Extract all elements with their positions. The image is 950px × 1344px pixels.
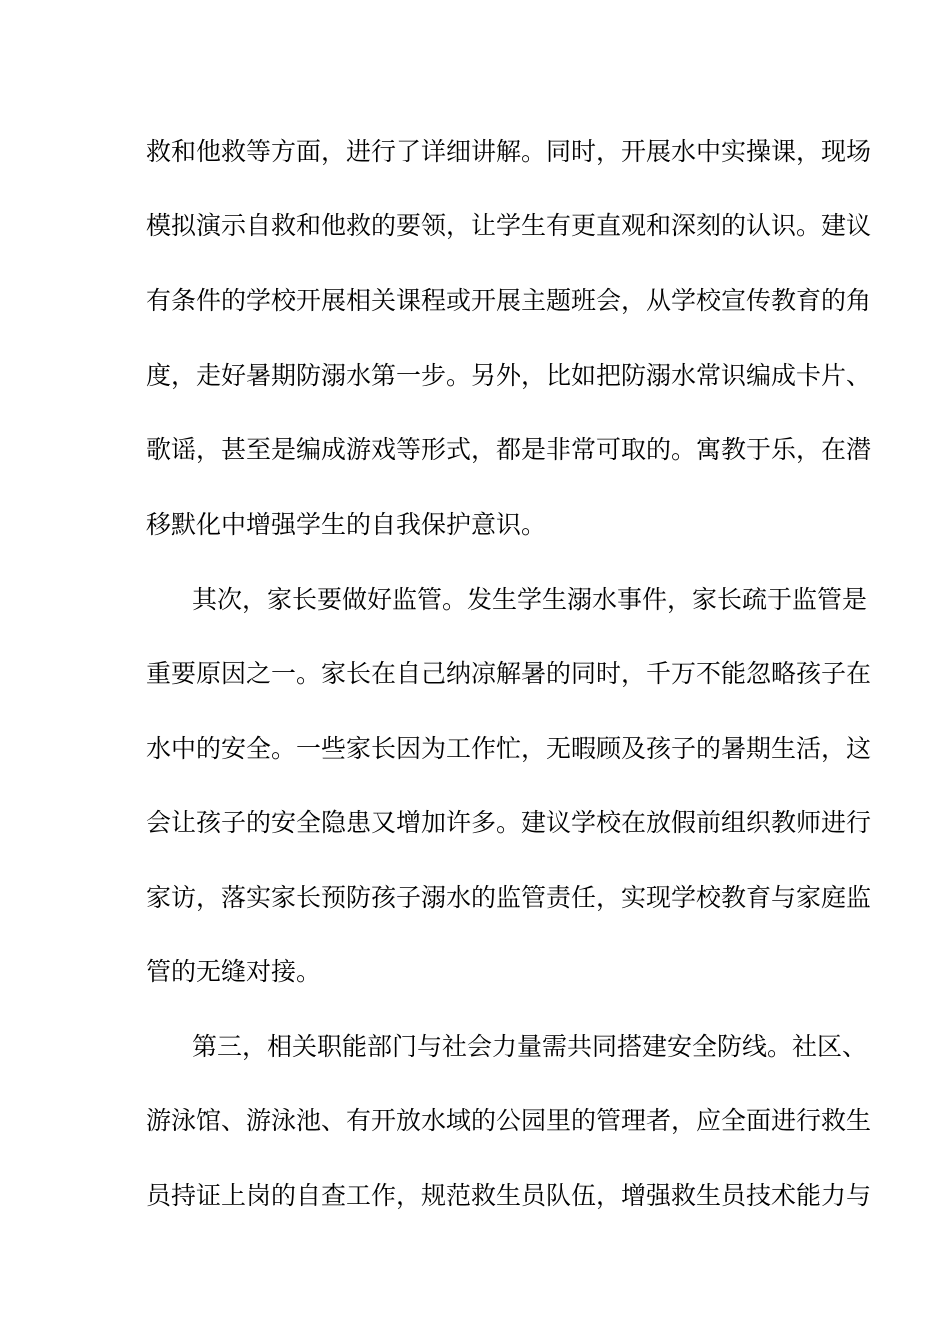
text-line-4: 度，走好暑期防溺水第一步。另外，比如把防溺水常识编成卡片、: [146, 361, 872, 390]
text-line-3: 有条件的学校开展相关课程或开展主题班会，从学校宣传教育的角: [146, 286, 872, 315]
text-line-9: 水中的安全。一些家长因为工作忙，无暇顾及孩子的暑期生活，这: [146, 734, 872, 763]
text-line-8: 重要原因之一。家长在自己纳凉解暑的同时，千万不能忽略孩子在: [146, 659, 872, 688]
text-line-5: 歌谣，甚至是编成游戏等形式，都是非常可取的。寓教于乐，在潜: [146, 435, 872, 464]
text-line-10: 会让孩子的安全隐患又增加许多。建议学校在放假前组织教师进行: [146, 808, 872, 837]
text-line-13: 第三，相关职能部门与社会力量需共同搭建安全防线。社区、: [192, 1032, 868, 1061]
text-line-2: 模拟演示自救和他救的要领，让学生有更直观和深刻的认识。建议: [146, 211, 872, 240]
text-line-11: 家访，落实家长预防孩子溺水的监管责任，实现学校教育与家庭监: [146, 883, 872, 912]
text-line-14: 游泳馆、游泳池、有开放水域的公园里的管理者，应全面进行救生: [146, 1106, 872, 1135]
text-line-7: 其次，家长要做好监管。发生学生溺水事件，家长疏于监管是: [192, 585, 868, 614]
text-line-12: 管的无缝对接。: [146, 957, 322, 986]
text-line-1: 救和他救等方面，进行了详细讲解。同时，开展水中实操课，现场: [146, 137, 872, 166]
text-line-15: 员持证上岗的自查工作，规范救生员队伍，增强救生员技术能力与: [146, 1181, 872, 1210]
text-line-6: 移默化中增强学生的自我保护意识。: [146, 510, 547, 539]
